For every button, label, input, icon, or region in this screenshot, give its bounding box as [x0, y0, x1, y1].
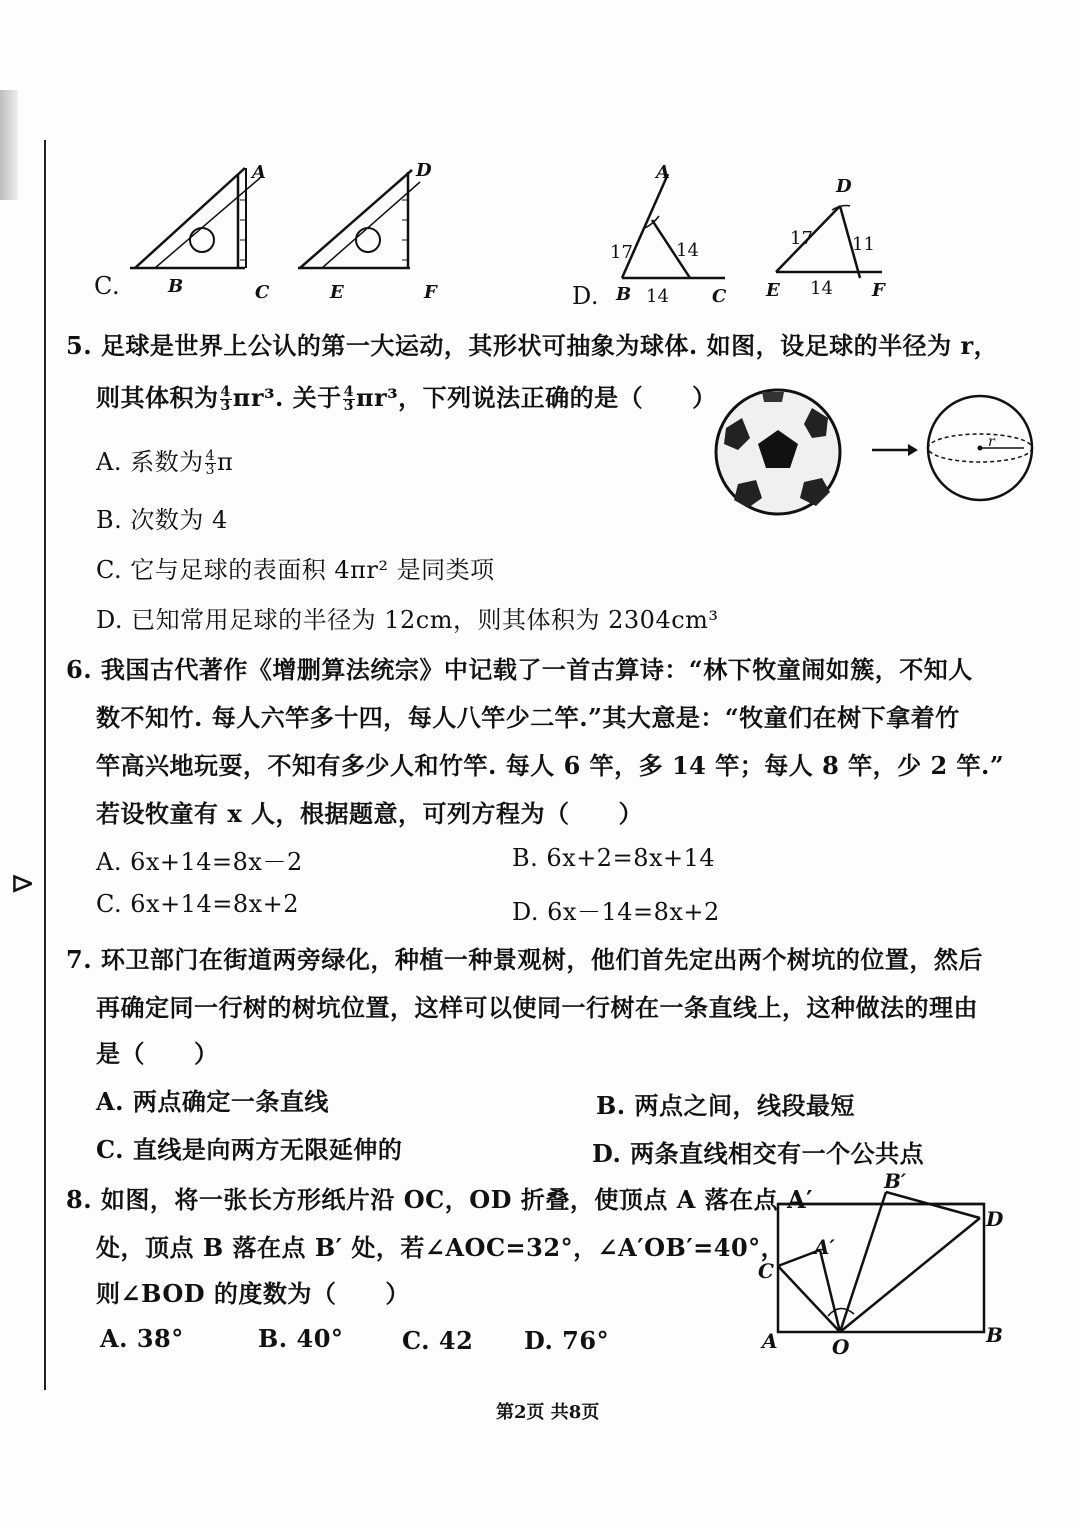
q5-option-d: D. 已知常用足球的半径为 12cm，则其体积为 2304cm³ — [96, 606, 719, 634]
q8-folded-rectangle-figure — [752, 1166, 1022, 1366]
q8-option-a: A. 38° — [100, 1324, 184, 1353]
q6-option-b: B. 6x+2=8x+14 — [512, 844, 716, 872]
q4d-side-17: 17 — [610, 242, 633, 263]
q8-label-c: C — [758, 1259, 774, 1283]
q5-stem-line1: 5. 足球是世界上公认的第一大运动，其形状可抽象为球体. 如图，设足球的半径为 r， — [66, 331, 999, 360]
q4c-label-e: E — [330, 282, 344, 303]
q4d-label-c: C — [712, 286, 727, 307]
q8-stem-line2: 处，顶点 B 落在点 B′ 处，若∠AOC=32°，∠A′OB′=40°， — [96, 1233, 786, 1262]
q8-label-b-prime: B′ — [884, 1169, 907, 1193]
q4d-label-b: B — [616, 284, 632, 305]
q4d-side-17b: 17 — [790, 228, 813, 249]
q5-stem-line2: 则其体积为 $\frac{4}{3}$ πr³. 关于 $\frac{4}{3}$ πr³，下列说法正确的是（ ） — [96, 383, 717, 414]
q7-stem-line2: 再确定同一行树的树坑位置，这样可以使同一行树在一条直线上，这种做法的理由 — [96, 993, 978, 1022]
q4d-side-11: 11 — [852, 234, 875, 255]
q8-stem-line1: 8. 如图，将一张长方形纸片沿 OC，OD 折叠，使顶点 A 落在点 A′ — [66, 1185, 813, 1214]
q5-option-b: B. 次数为 4 — [96, 506, 228, 534]
q4c-label-b: B — [168, 276, 184, 297]
q6-stem-line4: 若设牧童有 x 人，根据题意，可列方程为（ ） — [96, 799, 644, 828]
q7-stem-line1: 7. 环卫部门在街道两旁绿化，种植一种景观树，他们首先定出两个树坑的位置，然后 — [66, 945, 983, 974]
q8-label-a-prime: A′ — [814, 1235, 835, 1259]
q4-option-c-figure — [120, 160, 440, 303]
q6-option-c: C. 6x+14=8x+2 — [96, 890, 300, 918]
q8-label-b: B — [986, 1323, 1003, 1347]
q7-option-d: D. 两条直线相交有一个公共点 — [592, 1139, 925, 1168]
q4-option-c-label: C. — [94, 272, 121, 300]
q7-option-a: A. 两点确定一条直线 — [96, 1087, 329, 1116]
q7-stem-line3: 是（ ） — [96, 1039, 219, 1068]
q8-label-a: A — [762, 1329, 778, 1353]
q7-option-c: C. 直线是向两方无限延伸的 — [96, 1135, 403, 1164]
q4c-label-d: D — [416, 160, 432, 181]
q4d-label-d: D — [836, 176, 852, 197]
binding-margin-line — [44, 140, 46, 1390]
q4d-side-14b: 14 — [646, 286, 669, 307]
q6-stem-line1: 6. 我国古代著作《增删算法统宗》中记载了一首古算诗：“林下牧童闹如簇，不知人 — [66, 655, 973, 684]
q4c-label-c: C — [255, 282, 270, 303]
side-arrow-mark: ⊳ — [10, 866, 36, 901]
q4c-label-a: A — [252, 162, 266, 183]
q6-option-d: D. 6x－14=8x+2 — [512, 898, 720, 926]
page-footer: 第2页 共8页 — [496, 1402, 600, 1423]
q8-option-b: B. 40° — [258, 1324, 344, 1353]
q4-option-d-label: D. — [572, 282, 600, 310]
scan-edge-shadow — [0, 90, 18, 200]
q4-option-d-figure — [600, 160, 920, 310]
q8-label-o: O — [832, 1335, 850, 1359]
q5-option-a: A. 系数为 $\frac{4}{3}$ π — [96, 448, 234, 478]
q7-option-b: B. 两点之间，线段最短 — [596, 1091, 855, 1120]
fraction-4-3: $\frac{4}{3}$ — [220, 384, 231, 414]
q5-option-c: C. 它与足球的表面积 4πr² 是同类项 — [96, 556, 495, 584]
q4d-side-14a: 14 — [676, 240, 699, 261]
q4d-side-14c: 14 — [810, 278, 833, 299]
q6-stem-line3: 竿高兴地玩耍，不知有多少人和竹竿. 每人 6 竿，多 14 竿；每人 8 竿，少 2 竿.” — [96, 751, 1005, 780]
fraction-4-3: $\frac{4}{3}$ — [343, 384, 354, 414]
q4d-label-a: A — [656, 162, 670, 183]
q8-label-d: D — [986, 1207, 1004, 1231]
q4d-label-e: E — [766, 280, 780, 301]
q8-option-c: C. 42 — [402, 1326, 474, 1355]
q6-option-a: A. 6x+14=8x－2 — [96, 848, 303, 876]
q6-stem-line2: 数不知竹. 每人六竿多十四，每人八竿少二竿.”其大意是：“牧童们在树下拿着竹 — [96, 703, 960, 732]
q8-stem-line3: 则∠BOD 的度数为（ ） — [96, 1279, 410, 1308]
q4c-label-f: F — [424, 282, 437, 303]
q5-soccer-ball-figure — [712, 388, 1042, 518]
q4d-label-f: F — [872, 280, 885, 301]
q8-option-d: D. 76° — [524, 1326, 610, 1355]
q5-radius-label: r — [988, 434, 995, 450]
fraction-4-3: $\frac{4}{3}$ — [205, 448, 216, 478]
